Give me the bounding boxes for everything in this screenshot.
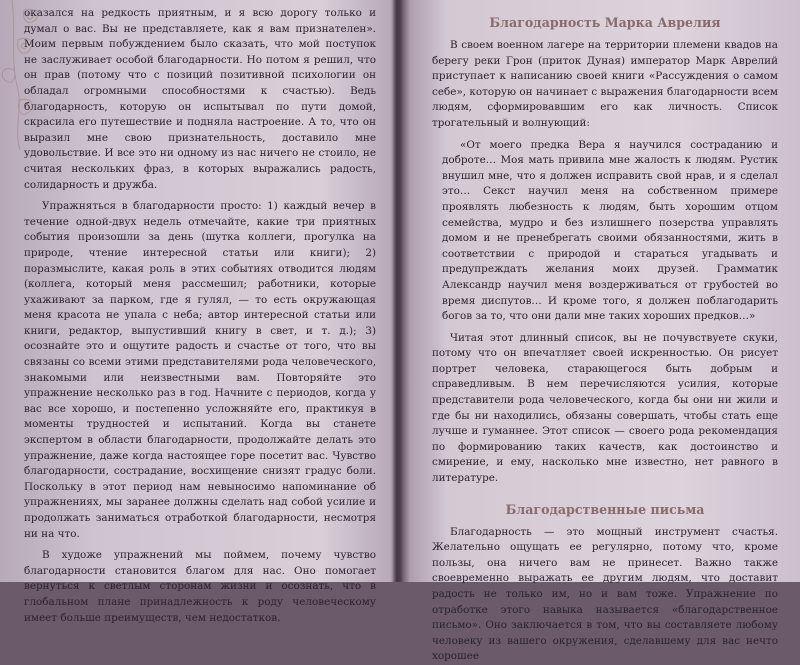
right-page xyxy=(404,0,800,663)
paragraph: Благодарность — это мощный инструмент счастья. Желательно ощущать ее регулярно, потому что, кроме пользы, она ничего вам не принесет. Важно также своевременно выражать ее другим людям, что доставит радость не только им, но и вам тоже. Упражнение по отработке этого навыка называется «благодарственное письмо». Оно заключается в том, что вы составляете любому человеку из вашего окружения, сделавшему для вас нечто хорошее xyxy=(432,525,778,663)
right-page-text xyxy=(432,14,778,665)
paragraph: Читая этот длинный список, вы не почувствуете скуки, потому что он впечатляет своей искренностью. Он рисует портрет человека, старающегося быть добрым и справедливым. В нем перечисляются усилия, которые представители рода человеческого, когда бы они ни жили и где бы ни находились, обязаны совершать, чтобы стать еще лучше и гуманнее. Этот список — своего рода рекомендация по формированию таких качеств, как достоинство и смирение, и ему, насколько мне известно, нет равного в литературе. xyxy=(432,331,778,485)
quote-block: «От моего предка Вера я научился состраданию и доброте… Моя мать привила мне жалость к людям. Рустик внушил мне, что я должен исправить свой нрав, и я сделал это… Секст научил меня на собственном примере проявлять любезность к людям, быть хорошим отцом семейства, мудро и без излишнего позерства управлять домом и не пренебрегать своими обязанностями, жить в соответствии с природой и стараться угадывать и предупреждать желания моих друзей. Грамматик Александр научил меня воздерживаться от грубостей во время диспутов… И кроме того, я должен поблагодарить богов за то, что они дали мне таких хороших предков…» xyxy=(442,138,778,323)
left-page-text xyxy=(24,6,376,626)
section-heading: Благодарственные письма xyxy=(505,501,705,517)
paragraph: Упражняться в благодарности просто: 1) каждый вечер в течение одной-двух недель отмечайте, какие три приятных события произошли за день (шутка коллеги, прогулка на природе, чтение интересной статьи или книги); 2) поразмыслите, какая роль в этих событиях отводится людям (коллега, который меня рассмешил; работники, которые ухаживают за парком, где я гулял, — то есть окружающая меня красота не упала с неба; автор интересной статьи или книги, редактор, выпустивший книгу в свет, и т. д.); 3) осознайте это и ощутите радость и счастье от того, что вы связаны со всеми этими представителями рода человеческого, знакомыми или неизвестными вам. Повторяйте это упражнение несколько раз в год. Начните с периодов, когда у вас все хорошо, и постепенно усложняйте его, практикуя в моменты трудностей и испытаний. Когда вы станете экспертом в области благодарности, продолжайте делать это упражнение, даже когда настоящее горе посетит вас. Чувство благодарности, сострадание, восхищение снизят градус боли. Поскольку в этот период нам невыносимо напоминание об упражнениях, мы заранее должны сделать над собой усилие и продолжать заниматься отработкой благодарности, несмотря ни на что. xyxy=(24,200,376,540)
paragraph: В художе упражнений мы поймем, почему чувство благодарности становится благом для нас. Оно помогает вернуться к светлым сторонам жизни и осознать, что в глобальном плане принадлежность к роду человеческому имеет больше преимуществ, чем недостатков. xyxy=(24,549,376,624)
paragraph: оказался на редкость приятным, и я всю дорогу только и думал о вас. Вы не представляете, как я вам признателен». Моим первым побуждением было сказать, что мой поступок не заслуживает особой благодарности. Но потом я решил, что он прав (потому что с позиций позитивной психологии он обладал огромными способностями к счастью). Ведь благодарность, которую он испытывал по пути домой, скрасила его путешествие и подняла настроение. А то, что он выразил мне свою признательность, доставило мне удовольствие. И все это ни одному из нас ничего не стоило, не считая нескольких фраз, в которых выражались радость, солидарность и дружба. xyxy=(24,7,376,191)
left-page xyxy=(0,0,392,624)
paragraph: В своем военном лагере на территории племени квадов на берегу реки Грон (приток Дуная) император Марк Аврелий приступает к написанию своей книги «Рассуждения о самом себе», которую он начинает с выражения благодарности всем людям, сформировавшим его как личность. Список трогательный и волнующий: xyxy=(432,39,778,129)
section-heading: Благодарность Марка Аврелия xyxy=(489,15,721,30)
